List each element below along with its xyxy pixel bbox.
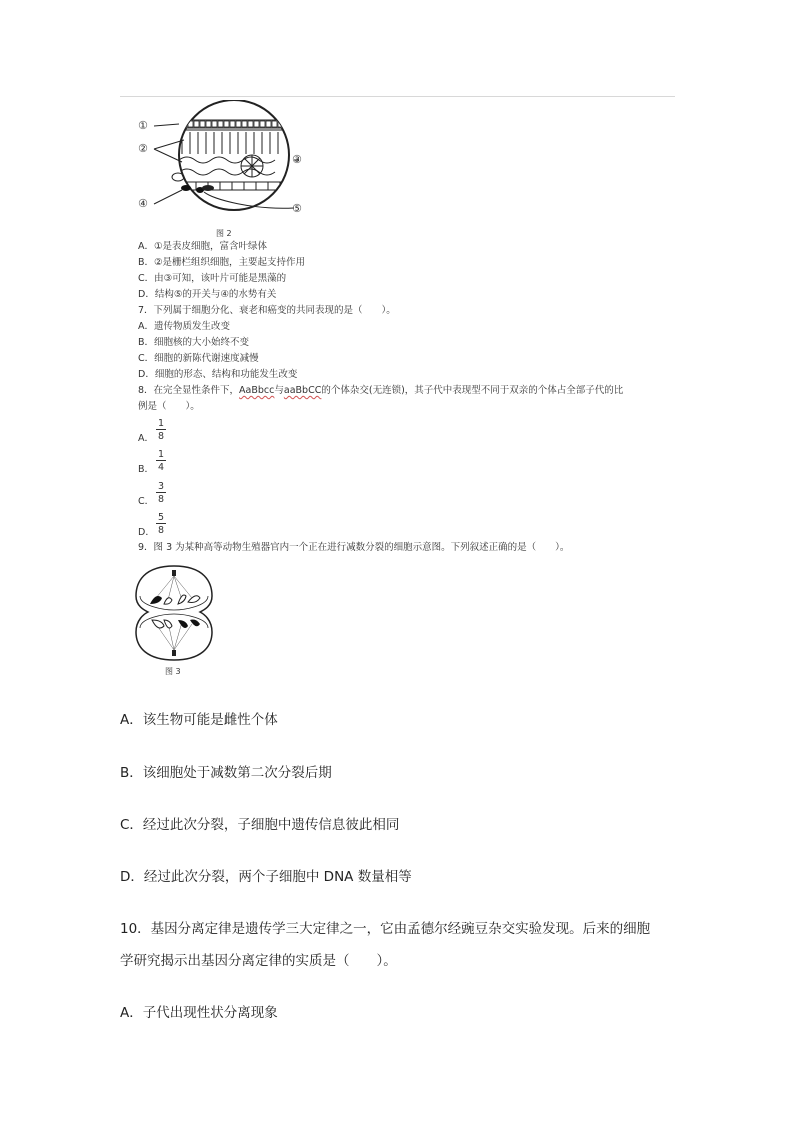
figure-3-dividing-cell: [134, 562, 214, 666]
q8-genotype-1: AaBbcc: [239, 385, 275, 396]
option-letter: D．: [138, 527, 155, 538]
q6-option-b: B．②是栅栏组织细胞，主要起支持作用: [138, 257, 306, 268]
fraction-bar: [156, 523, 166, 524]
denominator: 8: [157, 525, 165, 536]
q9-option-a: A．该生物可能是雌性个体: [120, 712, 278, 728]
fraction-bar: [156, 492, 166, 493]
numerator: 3: [157, 481, 165, 492]
q9-option-c: C．经过此次分裂，子细胞中遗传信息彼此相同: [120, 817, 400, 833]
fig2-label-5: ⑤: [292, 202, 302, 215]
q8-stem: [138, 384, 623, 398]
q7-option-a: A．遗传物质发生改变: [138, 321, 230, 332]
q6-option-d: D．结构⑤的开关与④的水势有关: [138, 289, 277, 300]
fig2-label-3: ③: [292, 153, 302, 166]
q8-stem-mid: 与: [274, 385, 284, 396]
q8-option-d: [138, 512, 165, 538]
q6-option-c: C．由③可知，该叶片可能是黑藻的: [138, 273, 287, 284]
option-letter: C．: [138, 496, 155, 507]
denominator: 8: [157, 431, 165, 442]
denominator: 4: [157, 462, 165, 473]
q9-stem: 9．图 3 为某种高等动物生殖器官内一个正在进行减数分裂的细胞示意图。下列叙述正确的是（ ）。: [138, 542, 570, 553]
fig2-label-2: ②: [138, 142, 148, 155]
fig2-label-4: ④: [138, 197, 148, 210]
q8-option-a: [138, 418, 165, 444]
q9-option-d: D．经过此次分裂，两个子细胞中 DNA 数量相等: [120, 869, 412, 885]
figure-2-leaf-section: [134, 100, 314, 220]
q10-stem-line1: 10．基因分离定律是遗传学三大定律之一，它由孟德尔经豌豆杂交实验发现。后来的细胞: [120, 921, 651, 937]
q7-option-d: D．细胞的形态、结构和功能发生改变: [138, 369, 298, 380]
fig2-label-1: ①: [138, 119, 148, 132]
q8-stem-post: 的个体杂交(无连锁)，其子代中表现型不同于双亲的个体占全部子代的比: [321, 385, 624, 396]
q8-stem-line2: 例是（ ）。: [138, 401, 200, 412]
fraction-bar: [156, 429, 166, 430]
q8-genotype-2: aaBbCC: [283, 385, 322, 396]
q8-option-c: [138, 481, 165, 507]
denominator: 8: [157, 494, 165, 505]
q6-option-a: A．①是表皮细胞，富含叶绿体: [138, 241, 268, 252]
q9-option-b: B．该细胞处于减数第二次分裂后期: [120, 765, 332, 781]
q10-option-a: A．子代出现性状分离现象: [120, 1005, 278, 1021]
header-rule: [120, 96, 675, 97]
q7-stem: 7．下列属于细胞分化、衰老和癌变的共同表现的是（ ）。: [138, 305, 396, 316]
q8-option-b: [138, 449, 165, 475]
q7-option-b: B．细胞核的大小始终不变: [138, 337, 250, 348]
q10-stem-line2: 学研究揭示出基因分离定律的实质是（ ）。: [120, 953, 397, 969]
option-letter: B．: [138, 464, 155, 475]
option-letter: A．: [138, 433, 154, 444]
numerator: 1: [157, 449, 165, 460]
q7-option-c: C．细胞的新陈代谢速度减慢: [138, 353, 259, 364]
fig2-caption: 图 2: [216, 229, 232, 238]
numerator: 5: [157, 512, 165, 523]
numerator: 1: [157, 418, 165, 429]
fraction-bar: [156, 460, 166, 461]
q8-stem-pre: 8．在完全显性条件下，: [138, 385, 240, 396]
fig3-caption: 图 3: [165, 667, 181, 676]
